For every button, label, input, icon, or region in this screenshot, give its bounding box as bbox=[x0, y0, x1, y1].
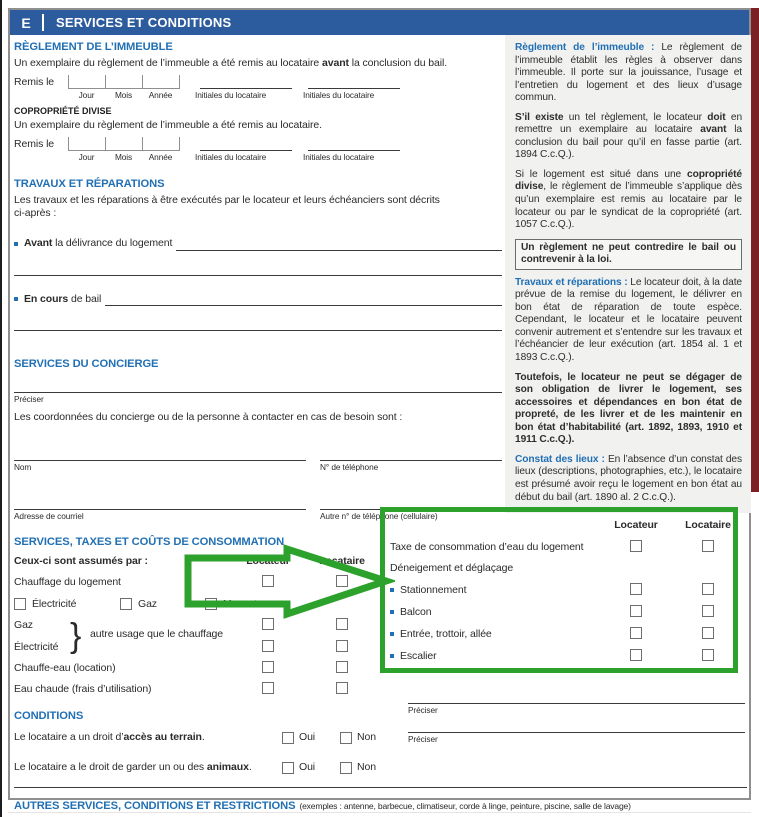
animaux-label bbox=[14, 761, 282, 774]
date-field-reglement[interactable] bbox=[68, 75, 180, 89]
text-segment: S’il existe bbox=[515, 111, 564, 123]
text-segment: la conclusion du bail pour qu’il en fasse partie (art. 1894 C.c.Q.). bbox=[515, 124, 742, 161]
sidebar-paragraph bbox=[515, 454, 742, 504]
label-annee: Année bbox=[148, 151, 173, 162]
text-segment: Toutefois, le locateur ne peut se dégager de son obligation de livrer le logement, ses accessoires et dépendances en bon état de propreté, de les livrer et de les maintenir en bon état d’habitabilité (art. 1892, 1893, 1910 et 1911 C.c.Q.). bbox=[515, 371, 742, 446]
text-segment: avant bbox=[321, 57, 349, 69]
brace-note: autre usage que le chauffage bbox=[90, 628, 224, 641]
chauffage-label: Chauffage du logement bbox=[14, 576, 121, 589]
courriel-label: Adresse de courriel bbox=[14, 510, 84, 521]
preciser-block-1 bbox=[408, 691, 745, 715]
checkbox-eau-chaude-locateur[interactable] bbox=[262, 682, 274, 694]
heading-travaux: TRAVAUX ET RÉPARATIONS bbox=[14, 178, 165, 191]
label-initiales-3: Initiales du locataire bbox=[195, 151, 267, 162]
escalier-label: Escalier bbox=[400, 649, 437, 662]
page-edge-maroon-strip bbox=[751, 8, 759, 492]
date-month-cell[interactable] bbox=[105, 137, 142, 150]
text-segment: copropriété divise bbox=[515, 168, 742, 193]
checkbox-stationnement-locateur[interactable] bbox=[630, 583, 642, 595]
checkbox-gaz-locataire[interactable] bbox=[336, 618, 348, 630]
gaz-option-label: Gaz bbox=[138, 597, 157, 610]
non-label: Non bbox=[357, 761, 376, 774]
travaux-encours-input-line[interactable] bbox=[105, 293, 502, 306]
section-title: SERVICES ET CONDITIONS bbox=[56, 15, 232, 30]
text-segment: Si le logement est situé dans une bbox=[515, 168, 688, 180]
remis-le-label: Remis le bbox=[14, 76, 55, 88]
checkbox-animaux-oui[interactable] bbox=[282, 762, 294, 774]
heading-copropriete: COPROPRIÉTÉ DIVISE bbox=[14, 106, 112, 117]
mazout-option-label: Mazout bbox=[223, 597, 257, 610]
checkbox-escalier-locateur[interactable] bbox=[630, 649, 642, 661]
text-segment: en remettre un exemplaire au locataire bbox=[515, 111, 743, 136]
text-segment: Constat des lieux : bbox=[515, 453, 608, 465]
row-taxe-eau bbox=[390, 536, 736, 558]
autres-services-input-line[interactable] bbox=[14, 787, 747, 788]
text-segment: , le règlement de l’immeuble s’applique dès qu’un exemplaire est remis au locataire par le locateur ou par le syndicat de la copropriété (art. 1057 C.c.Q.). bbox=[515, 181, 742, 231]
courriel-field[interactable] bbox=[14, 497, 306, 510]
text-segment: En l’absence d’un constat des lieux (descriptions, photographies, etc.), le locataire est présumé avoir reçu le logement en bon état au début du bail (art. 1890 al. 2 C.c.Q.). bbox=[515, 453, 742, 503]
col-locataire: Locataire bbox=[319, 555, 365, 568]
bullet-icon bbox=[390, 610, 394, 614]
autre-telephone-label: Autre n° de téléphone (cellulaire) bbox=[320, 510, 438, 521]
gaz-label: Gaz bbox=[14, 619, 33, 632]
col-locateur: Locateur bbox=[614, 518, 658, 531]
text-segment: En cours bbox=[24, 292, 69, 305]
label-jour: Jour bbox=[78, 151, 95, 162]
text-segment: accès au terrain bbox=[123, 731, 202, 744]
label-annee: Année bbox=[148, 90, 173, 101]
date-group-copropriete bbox=[14, 137, 502, 162]
date-month-cell[interactable] bbox=[105, 75, 142, 88]
non-label: Non bbox=[357, 731, 376, 744]
concierge-preciser-line[interactable] bbox=[14, 392, 502, 393]
deneigement-label: Déneigement et déglaçage bbox=[390, 562, 514, 575]
autres-services-examples: (exemples : antenne, barbecue, climatiseur, corde à linge, peinture, piscine, salle de lavage) bbox=[299, 800, 631, 811]
assumed-by-label: Ceux-ci sont assumés par : bbox=[14, 555, 148, 568]
right-services-table bbox=[390, 514, 736, 667]
text-segment: Le règlement de l’immeuble établit les règles à observer dans l’immeuble. Il porte sur la jouissance, l’usage et l’entretien du logement et des lieux d’usage commun. bbox=[515, 42, 742, 104]
col-locateur: Locateur bbox=[246, 555, 290, 568]
text-segment: Règlement de l’immeuble : bbox=[515, 42, 662, 53]
text-segment: de bail bbox=[68, 292, 102, 305]
initials-field-3[interactable] bbox=[200, 137, 292, 151]
text-segment: doit bbox=[707, 111, 726, 123]
text-segment: Le locataire a un droit d’ bbox=[14, 731, 124, 744]
nom-label: Nom bbox=[14, 462, 32, 473]
text-segment: Travaux et réparations : bbox=[515, 276, 631, 288]
sidebar-explanations bbox=[505, 35, 751, 513]
concierge-fields-row-1 bbox=[14, 448, 502, 461]
bullet-icon bbox=[14, 242, 18, 246]
col-locataire: Locataire bbox=[685, 518, 731, 531]
date-group-reglement bbox=[14, 75, 502, 100]
label-initiales-1: Initiales du locataire bbox=[195, 90, 267, 101]
travaux-item-avant-label bbox=[24, 237, 172, 250]
text-segment: un tel règlement, le locateur bbox=[563, 111, 708, 123]
text-segment: la délivrance du logement bbox=[52, 237, 173, 250]
telephone-label: N° de téléphone bbox=[320, 462, 379, 473]
text-segment: animaux bbox=[206, 761, 249, 774]
heading-concierge: SERVICES DU CONCIERGE bbox=[14, 357, 159, 370]
travaux-encours-input-line-2[interactable] bbox=[14, 330, 502, 331]
text-segment: . bbox=[201, 731, 205, 744]
checkbox-chauffage-locateur[interactable] bbox=[262, 575, 274, 587]
checkbox-balcon-locataire[interactable] bbox=[702, 605, 714, 617]
date-year-cell[interactable] bbox=[142, 75, 180, 88]
text-segment: Le locateur doit, à la date prévue de la remise du logement, le délivrer en bon état de réparation de toute espèce. Cependant, le locateur et le locataire peuvent convenir autrement et s’entendre sur les travaux et l’échéancier de leur exécution (art. 1854 al. 1 et 1893 C.c.Q.). bbox=[515, 276, 742, 364]
oui-label: Oui bbox=[299, 731, 316, 744]
checkbox-acces-terrain-oui[interactable] bbox=[282, 732, 294, 744]
telephone-field[interactable] bbox=[320, 448, 502, 461]
label-jour: Jour bbox=[78, 90, 95, 101]
checkbox-entree-locataire[interactable] bbox=[702, 627, 714, 639]
travaux-item-encours bbox=[14, 293, 502, 306]
text-segment: Un règlement ne peut contredire le bail ou contrevenir à la loi. bbox=[521, 241, 736, 266]
label-initiales-4: Initiales du locataire bbox=[303, 151, 375, 162]
text-segment: la conclusion du bail. bbox=[348, 57, 448, 69]
travaux-intro: Les travaux et les réparations à être exécutés par le locateur et leurs échéanciers sont décrits ci-après : bbox=[14, 194, 440, 220]
checkbox-acces-terrain-non[interactable] bbox=[340, 732, 352, 744]
row-balcon bbox=[390, 601, 736, 623]
checkbox-mazout-option[interactable] bbox=[205, 598, 217, 610]
animaux-preciser-field[interactable] bbox=[408, 720, 745, 733]
eau-chaude-label: Eau chaude (frais d’utilisation) bbox=[14, 683, 152, 696]
checkbox-balcon-locateur[interactable] bbox=[630, 605, 642, 617]
preciser-label-2: Préciser bbox=[408, 734, 438, 744]
checkbox-electricite-locateur[interactable] bbox=[262, 640, 274, 652]
date-day-cell[interactable] bbox=[68, 137, 105, 150]
label-initiales-2: Initiales du locataire bbox=[303, 90, 375, 101]
preciser-label-1: Préciser bbox=[408, 705, 438, 715]
row-escalier bbox=[390, 645, 736, 667]
autre-telephone-field[interactable] bbox=[320, 497, 502, 510]
bullet-icon bbox=[14, 297, 18, 301]
travaux-avant-input-line-2[interactable] bbox=[14, 275, 502, 276]
brace-glyph: } bbox=[70, 617, 82, 656]
date-day-cell[interactable] bbox=[68, 75, 105, 88]
checkbox-gaz-option[interactable] bbox=[120, 598, 132, 610]
date-year-cell[interactable] bbox=[142, 137, 180, 150]
checkbox-gaz-locateur[interactable] bbox=[262, 618, 274, 630]
text-segment: Avant bbox=[24, 237, 53, 250]
bullet-icon bbox=[390, 632, 394, 636]
checkbox-entree-locateur[interactable] bbox=[630, 627, 642, 639]
oui-label: Oui bbox=[299, 761, 316, 774]
text-segment: avant bbox=[700, 124, 727, 136]
checkbox-electricite-locataire[interactable] bbox=[336, 640, 348, 652]
electricite-label: Électricité bbox=[14, 640, 59, 653]
date-field-copropriete[interactable] bbox=[68, 137, 180, 151]
checkbox-electricite-option[interactable] bbox=[14, 598, 26, 610]
copropriete-text: Un exemplaire du règlement de l’immeuble a été remis au locataire. bbox=[14, 118, 322, 131]
autres-services-title: AUTRES SERVICES, CONDITIONS ET RESTRICTIONS bbox=[14, 799, 296, 812]
right-table-header bbox=[390, 514, 736, 536]
text-segment: . bbox=[248, 761, 252, 774]
checkbox-chauffage-locataire[interactable] bbox=[336, 575, 348, 587]
heading-reglement: RÈGLEMENT DE L’IMMEUBLE bbox=[14, 41, 173, 53]
checkbox-eau-chaude-locataire[interactable] bbox=[336, 682, 348, 694]
row-stationnement bbox=[390, 579, 736, 601]
chauffe-eau-label: Chauffe-eau (location) bbox=[14, 662, 116, 674]
checkbox-animaux-non[interactable] bbox=[340, 762, 352, 774]
acces-terrain-label bbox=[14, 731, 282, 744]
label-mois: Mois bbox=[114, 90, 133, 101]
text-segment: Le locataire a le droit de garder un ou des bbox=[14, 761, 207, 774]
balcon-label: Balcon bbox=[400, 606, 432, 619]
checkbox-chauffe-eau-locateur[interactable] bbox=[262, 661, 274, 673]
sidebar-paragraph bbox=[515, 169, 742, 232]
bullet-icon bbox=[390, 654, 394, 658]
remis-le-label-2: Remis le bbox=[14, 137, 55, 150]
heading-autres-services bbox=[14, 799, 631, 813]
label-mois: Mois bbox=[114, 151, 133, 162]
acces-terrain-preciser-field[interactable] bbox=[408, 691, 745, 704]
condition-animaux-row bbox=[14, 753, 502, 783]
section-letter: E bbox=[21, 14, 31, 31]
row-deneigement bbox=[390, 558, 736, 580]
row-entree bbox=[390, 623, 736, 645]
text-segment: Un exemplaire du règlement de l’immeuble a été remis au locataire bbox=[14, 57, 322, 69]
travaux-avant-input-line[interactable] bbox=[176, 238, 502, 251]
reglement-intro bbox=[14, 57, 502, 70]
section-e-box bbox=[8, 8, 751, 812]
section-header-bar bbox=[10, 10, 749, 35]
bullet-icon bbox=[390, 588, 394, 592]
concierge-preciser-label: Préciser bbox=[14, 393, 44, 404]
checkbox-chauffe-eau-locataire[interactable] bbox=[336, 661, 348, 673]
sidebar-note-box bbox=[515, 239, 742, 270]
concierge-fields-row-2 bbox=[14, 497, 502, 510]
sidebar-paragraph bbox=[515, 372, 742, 447]
checkbox-escalier-locataire[interactable] bbox=[702, 649, 714, 661]
heading-services-taxes: SERVICES, TAXES ET COÛTS DE CONSOMMATION bbox=[14, 535, 285, 548]
sidebar-paragraph bbox=[515, 42, 742, 105]
taxe-eau-label: Taxe de consommation d’eau du logement bbox=[390, 540, 584, 553]
nom-field[interactable] bbox=[14, 448, 306, 461]
initials-field-4[interactable] bbox=[308, 137, 400, 151]
initials-field-2[interactable] bbox=[308, 75, 400, 89]
travaux-item-avant bbox=[14, 237, 502, 250]
checkbox-taxe-eau-locateur[interactable] bbox=[630, 540, 642, 552]
page-edge-line bbox=[0, 0, 2, 817]
electricite-option-label: Électricité bbox=[32, 597, 77, 610]
travaux-item-encours-label bbox=[24, 293, 101, 306]
checkbox-taxe-eau-locataire[interactable] bbox=[702, 540, 714, 552]
initials-field-1[interactable] bbox=[200, 75, 292, 89]
concierge-coords-text: Les coordonnées du concierge ou de la personne à contacter en cas de besoin sont : bbox=[14, 411, 403, 424]
sidebar-paragraph bbox=[515, 277, 742, 365]
entree-label: Entrée, trottoir, allée bbox=[400, 627, 492, 640]
stationnement-label: Stationnement bbox=[400, 584, 467, 597]
preciser-block-2 bbox=[408, 720, 745, 744]
sidebar-paragraph bbox=[515, 112, 742, 162]
heading-conditions: CONDITIONS bbox=[14, 709, 84, 722]
checkbox-stationnement-locataire[interactable] bbox=[702, 583, 714, 595]
